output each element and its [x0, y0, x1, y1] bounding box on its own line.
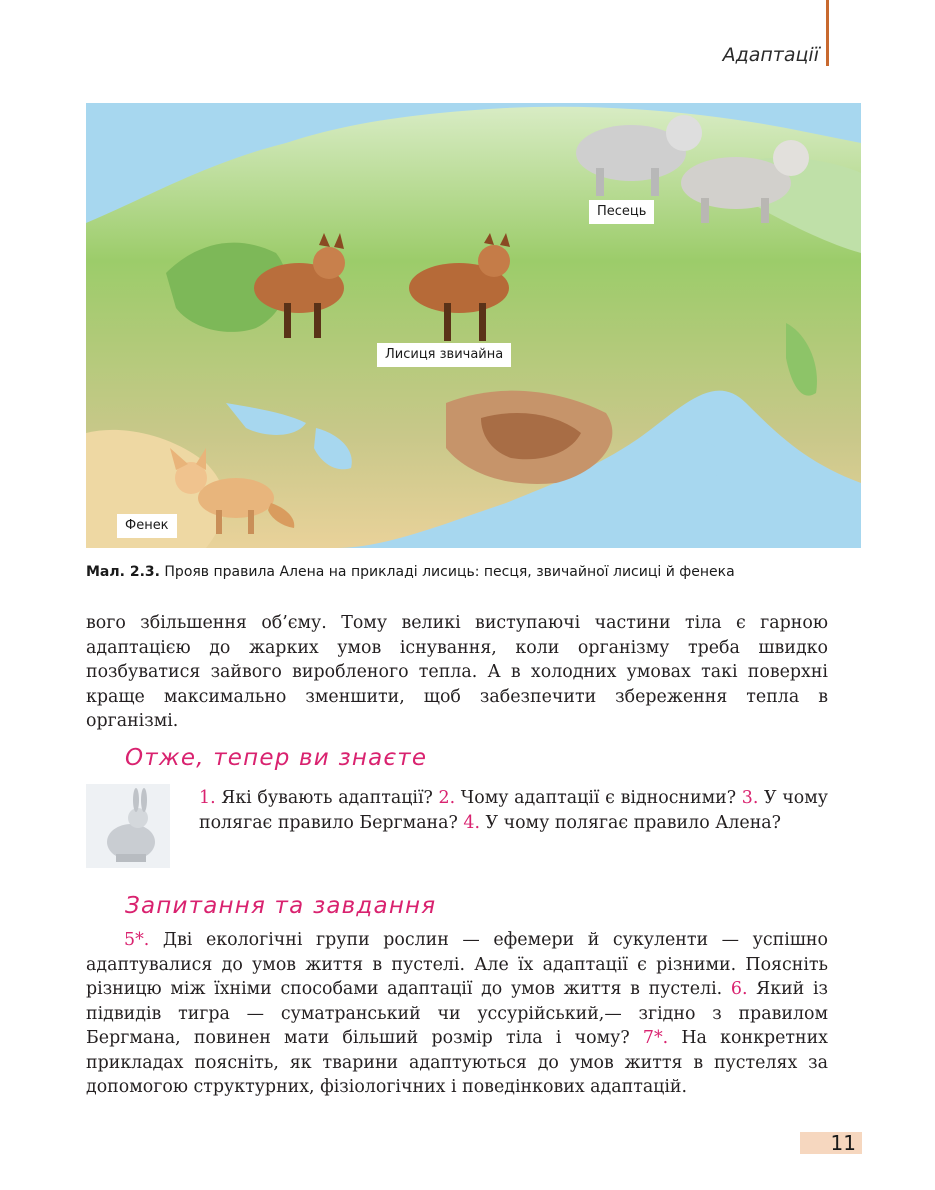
task-6-number: 6.: [730, 979, 748, 999]
section-title: Адаптації: [722, 44, 819, 66]
tasks-heading: Запитання та завдання: [125, 893, 437, 919]
section-title-bar: [826, 0, 829, 66]
red-fox-image: [244, 233, 534, 348]
question-2-number: 2.: [438, 788, 456, 808]
map-label-arctic-fox: Песець: [589, 200, 654, 224]
intro-paragraph: вого збільшення об’єму. Тому великі виступаючі частини тіла є гарною адаптацією до жарких умов існування, коли організму треба швидко позбуватися зайвого виробленого тепла. А в холодних умовах такі поверхні краще максимально зменшити, щоб забезпечити збереження тепла в організмі.: [86, 613, 828, 731]
question-1-text: Які бувають адаптації?: [215, 788, 439, 808]
caption-number: Мал. 2.3.: [86, 564, 160, 580]
question-3-text: У чому полягає правило Бергмана?: [199, 788, 828, 833]
map-label-fennec: Фенек: [117, 514, 177, 538]
task-6-text: Який із підвидів тигра — суматранський чи уссурійський,— згідно з правилом Бергмана, повинен мати більший розмір тіла і чому?: [86, 979, 828, 1048]
figure-caption: [86, 564, 866, 580]
question-1-number: 1.: [199, 788, 216, 808]
summary-heading: Отже, тепер ви знаєте: [125, 745, 428, 771]
task-5-text: Дві екологічні групи рослин — ефемери й сукуленти — успішно адаптувалися до умов життя в пустелі. Але їх адаптації є різними. Поясніть різницю між їхніми способами адаптації до умов життя в пустелі.: [86, 930, 828, 999]
fennec-image: [156, 448, 296, 538]
tasks-paragraph: [86, 928, 828, 1100]
task-7-number: 7*.: [642, 1028, 669, 1048]
page-number: 11: [830, 1131, 856, 1155]
hare-thumbnail: [86, 784, 170, 868]
question-3-number: 3.: [741, 788, 759, 808]
task-7-text: На конкретних прикладах поясніть, як тварини адаптуються до умов життя в пустелях за допомогою структурних, фізіологічних і поведінкових адаптацій.: [86, 1028, 828, 1097]
caption-text: Прояв правила Алена на прикладі лисиць: песця, звичайної лисиці й фенека: [159, 564, 735, 580]
figure-map: [86, 103, 861, 548]
question-4-text: У чому полягає правило Алена?: [479, 812, 781, 833]
summary-questions: [199, 786, 828, 835]
task-5-number: 5*.: [124, 930, 150, 950]
map-label-red-fox: Лисиця звичайна: [377, 343, 511, 367]
question-4-number: 4.: [463, 812, 480, 833]
page-number-box: [800, 1132, 862, 1154]
question-2-text: Чому адаптації є відносними?: [455, 788, 742, 808]
